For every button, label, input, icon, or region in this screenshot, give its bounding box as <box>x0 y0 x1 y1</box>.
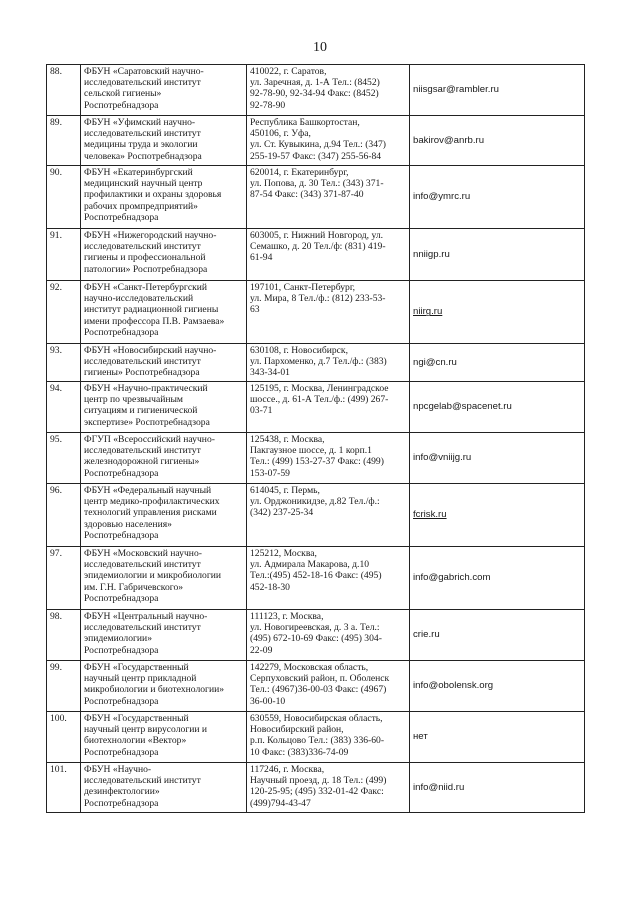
table-row <box>47 712 585 763</box>
institute-address: Республика Башкортостан, 450106, г. Уфа, ул. Ст. Кувыкина, д.94 Тел.: (347) 255-19-57 Факс: (347) 255-56-84 <box>247 116 410 166</box>
row-number: 99. <box>47 661 81 712</box>
institute-name: ФБУН «Государственный научный центр прикладной микробиологии и биотехнологии» Роспотребнадзора <box>81 661 247 712</box>
institute-email: info@gabrich.com <box>413 572 491 584</box>
row-number: 88. <box>47 65 81 116</box>
row-number: 95. <box>47 433 81 484</box>
table-row <box>47 281 585 344</box>
table-row <box>47 344 585 382</box>
row-number: 89. <box>47 116 81 166</box>
institute-address: 125195, г. Москва, Ленинградское шоссе., д. 61-А Тел./ф.: (499) 267- 03-71 <box>247 382 410 433</box>
institute-email: niisgsar@rambler.ru <box>413 84 499 96</box>
institute-name: ФГУП «Всероссийский научно- исследовательский институт железнодорожной гигиены» Роспотребнадзора <box>81 433 247 484</box>
institute-website-link[interactable]: fcrisk.ru <box>413 509 447 521</box>
institutes-table-body <box>47 65 585 813</box>
institute-contact-cell <box>410 610 585 661</box>
institute-email: info@niid.ru <box>413 781 465 793</box>
institute-address: 142279, Московская область, Серпуховский район, п. Оболенск Тел.: (4967)36-00-03 Факс: (4967) 36-00-10 <box>247 661 410 712</box>
institute-address: 117246, г. Москва, Научный проезд, д. 18 Тел.: (499) 120-25-95; (495) 332-01-42 Факс: (499)794-43-47 <box>247 763 410 813</box>
institute-name: ФБУН «Государственный научный центр вирусологии и биотехнологии «Вектор» Роспотребнадзора <box>81 712 247 763</box>
institute-address: 197101, Санкт-Петербург, ул. Мира, 8 Тел./ф.: (812) 233-53- 63 <box>247 281 410 344</box>
table-row <box>47 661 585 712</box>
row-number: 101. <box>47 763 81 813</box>
institute-contact-cell <box>410 661 585 712</box>
table-row <box>47 610 585 661</box>
table-row <box>47 229 585 281</box>
institute-name: ФБУН «Федеральный научный центр медико-профилактических технологий управления рисками здоровью населения» Роспотребнадзора <box>81 484 247 547</box>
institute-email: npcgelab@spacenet.ru <box>413 401 512 413</box>
table-row <box>47 382 585 433</box>
row-number: 100. <box>47 712 81 763</box>
row-number: 91. <box>47 229 81 281</box>
institute-address: 111123, г. Москва, ул. Новогиреевская, д. 3 а. Тел.: (495) 672-10-69 Факс: (495) 304- 22-09 <box>247 610 410 661</box>
row-number: 97. <box>47 547 81 610</box>
institute-contact-cell <box>410 763 585 813</box>
institute-email: ngi@cn.ru <box>413 356 457 368</box>
institutes-table <box>46 64 585 813</box>
institute-contact-cell <box>410 65 585 116</box>
institute-email: info@ymrc.ru <box>413 191 471 203</box>
institute-address: 630108, г. Новосибирск, ул. Пархоменко, д.7 Тел./ф.: (383) 343-34-01 <box>247 344 410 382</box>
table-row <box>47 484 585 547</box>
row-number: 98. <box>47 610 81 661</box>
institute-contact-cell <box>410 484 585 547</box>
institute-name: ФБУН «Санкт-Петербургский научно-исследовательский институт радиационной гигиены имени профессора П.В. Рамзаева» Роспотребнадзора <box>81 281 247 344</box>
table-row <box>47 116 585 166</box>
row-number: 90. <box>47 166 81 229</box>
row-number: 96. <box>47 484 81 547</box>
institute-address: 614045, г. Пермь, ул. Орджоникидзе, д.82 Тел./ф.: (342) 237-25-34 <box>247 484 410 547</box>
institute-name: ФБУН «Екатеринбургский медицинский научный центр профилактики и охраны здоровья рабочих промпредприятий» Роспотребнадзора <box>81 166 247 229</box>
institute-email: nniigp.ru <box>413 248 450 260</box>
institute-address: 125438, г. Москва, Пакгаузное шоссе, д. 1 корп.1 Тел.: (499) 153-27-37 Факс: (499) 153-07-59 <box>247 433 410 484</box>
institute-name: ФБУН «Московский научно- исследовательский институт эпидемиологии и микробиологии им. Г.Н. Габричевского» Роспотребнадзора <box>81 547 247 610</box>
institute-contact-cell <box>410 547 585 610</box>
institute-email: нет <box>413 731 428 743</box>
institute-address: 125212, Москва, ул. Адмирала Макарова, д.10 Тел.:(495) 452-18-16 Факс: (495) 452-18-30 <box>247 547 410 610</box>
institute-contact-cell <box>410 433 585 484</box>
row-number: 93. <box>47 344 81 382</box>
institute-contact-cell <box>410 281 585 344</box>
table-row <box>47 433 585 484</box>
institute-website-link[interactable]: niirg.ru <box>413 306 443 318</box>
institute-name: ФБУН «Новосибирский научно- исследовательский институт гигиены» Роспотребнадзора <box>81 344 247 382</box>
table-row <box>47 166 585 229</box>
institute-address: 630559, Новосибирская область, Новосибирский район, р.п. Кольцово Тел.: (383) 336-60- 10 Факс: (383)336-74-09 <box>247 712 410 763</box>
table-row <box>47 547 585 610</box>
institute-contact-cell <box>410 116 585 166</box>
institute-contact-cell <box>410 229 585 281</box>
institute-name: ФБУН «Научно- исследовательский институт дезинфектологии» Роспотребнадзора <box>81 763 247 813</box>
institute-email: info@obolensk.org <box>413 680 494 692</box>
institute-contact-cell <box>410 712 585 763</box>
institute-name: ФБУН «Уфимский научно- исследовательский институт медицины труда и экологии человека» Роспотребнадзора <box>81 116 247 166</box>
table-row <box>47 65 585 116</box>
row-number: 94. <box>47 382 81 433</box>
institute-address: 620014, г. Екатеринбург, ул. Попова, д. 30 Тел.: (343) 371- 87-54 Факс: (343) 371-87-40 <box>247 166 410 229</box>
institute-contact-cell <box>410 382 585 433</box>
institute-address: 410022, г. Саратов, ул. Заречная, д. 1-А Тел.: (8452) 92-78-90, 92-34-94 Факс: (8452) 92-78-90 <box>247 65 410 116</box>
page-number: 10 <box>313 40 327 55</box>
institute-name: ФБУН «Нижегородский научно- исследовательский институт гигиены и профессиональной патологии» Роспотребнадзора <box>81 229 247 281</box>
institute-name: ФБУН «Саратовский научно- исследовательский институт сельской гигиены» Роспотребнадзора <box>81 65 247 116</box>
institute-email: info@vniijg.ru <box>413 452 472 464</box>
institute-name: ФБУН «Центральный научно- исследовательский институт эпидемиологии» Роспотребнадзора <box>81 610 247 661</box>
institute-email: bakirov@anrb.ru <box>413 134 485 146</box>
institute-email: crie.ru <box>413 629 440 641</box>
institute-address: 603005, г. Нижний Новгород, ул. Семашко, д. 20 Тел./ф: (831) 419- 61-94 <box>247 229 410 281</box>
institute-contact-cell <box>410 166 585 229</box>
row-number: 92. <box>47 281 81 344</box>
institute-name: ФБУН «Научно-практический центр по чрезвычайным ситуациям и гигиенической экспертизе» Роспотребнадзора <box>81 382 247 433</box>
institute-contact-cell <box>410 344 585 382</box>
table-row <box>47 763 585 813</box>
